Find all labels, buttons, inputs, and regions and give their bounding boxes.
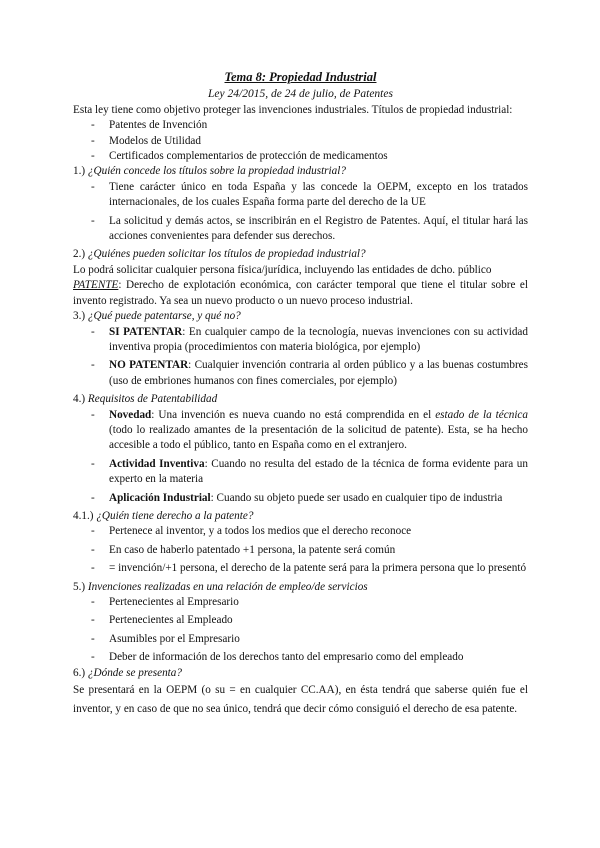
list-item: - Modelos de Utilidad — [109, 134, 528, 149]
list-item: - Patentes de Invención — [109, 118, 528, 133]
section-6-heading: 6.) ¿Dónde se presenta? — [73, 666, 182, 679]
list-item: - SI PATENTAR: En cualquier campo de la tecnología, nuevas invenciones con su actividad inventiva propia (procedimientos con materia biológica, por ejemplo) — [109, 325, 528, 356]
patente-definition: PATENTE: Derecho de explotación económica, con carácter temporal que tiene el titular sobre el invento registrado. Ya sea un nuevo producto o un nuevo proceso industrial. — [73, 279, 528, 307]
list-item: - Pertenecientes al Empleado — [109, 613, 528, 628]
list-item: - Novedad: Una invención es nueva cuando no está comprendida en el estado de la técnica (todo lo realizado amantes de la presentación de la solicitud de patente). Esta, se ha hecho accesible a todo el público, tanto en España como en el extranjero. — [109, 408, 528, 454]
section-3-heading: 3.) ¿Qué puede patentarse, y qué no? — [73, 310, 241, 323]
document-page — [73, 70, 528, 719]
section-4-list — [73, 408, 528, 506]
section-4-heading: 4.) Requisitos de Patentabilidad — [73, 393, 218, 406]
section-6-text: Se presentará en la OEPM (o su = en cualquier CC.AA), en ésta tendrá que saberse quién fue el inventor, y en caso de que no sea único, tendrá que decir cómo consiguió el derecho de esa patente. — [73, 684, 528, 716]
section-2-heading: 2.) ¿Quiénes pueden solicitar los títulos de propiedad industrial? — [73, 248, 366, 261]
list-item: - La solicitud y demás actos, se inscribirán en el Registro de Patentes. Aquí, el titular hará las acciones convenientes para defender sus derechos. — [109, 214, 528, 245]
section-1-heading: 1.) ¿Quién concede los títulos sobre la propiedad industrial? — [73, 165, 346, 178]
list-item: - = invención/+1 persona, el derecho de la patente será para la primera persona que lo presentó — [109, 561, 528, 576]
section-1-list — [73, 180, 528, 245]
intro-paragraph: Esta ley tiene como objetivo proteger las invenciones industriales. Títulos de propiedad industrial: — [73, 103, 513, 116]
list-item: - Tiene carácter único en toda España y las concede la OEPM, excepto en los tratados internacionales, de los cuales España forma parte del derecho de la UE — [109, 180, 528, 211]
section-3-list — [73, 325, 528, 390]
list-item: - NO PATENTAR: Cualquier invención contraria al orden público y a las buenas costumbres (uso de embriones humanos con fines comerciales, por ejemplo) — [109, 358, 528, 389]
section-4-1-heading: 4.1.) ¿Quién tiene derecho a la patente? — [73, 509, 254, 522]
list-item: - Certificados complementarios de protección de medicamentos — [109, 149, 528, 164]
document-subtitle: Ley 24/2015, de 24 de julio, de Patentes — [208, 88, 393, 101]
section-5-heading: 5.) Invenciones realizadas en una relación de empleo/de servicios — [73, 580, 368, 593]
section-5-list — [73, 595, 528, 666]
document-title: Tema 8: Propiedad Industrial — [224, 70, 377, 84]
section-4-1-list — [73, 524, 528, 576]
list-item: - Pertenecientes al Empresario — [109, 595, 528, 610]
list-item: - En caso de haberlo patentado +1 persona, la patente será común — [109, 543, 528, 558]
titles-list — [73, 118, 528, 164]
section-2-text: Lo podrá solicitar cualquier persona física/jurídica, incluyendo las entidades de dcho. público — [73, 263, 492, 276]
list-item: - Aplicación Industrial: Cuando su objeto puede ser usado en cualquier tipo de industria — [109, 491, 528, 506]
list-item: - Asumibles por el Empresario — [109, 632, 528, 647]
list-item: - Pertenece al inventor, y a todos los medios que el derecho reconoce — [109, 524, 528, 539]
list-item: - Deber de información de los derechos tanto del empresario como del empleado — [109, 650, 528, 665]
list-item: - Actividad Inventiva: Cuando no resulta del estado de la técnica de forma evidente para un experto en la materia — [109, 457, 528, 488]
patente-term: PATENTE — [73, 279, 119, 292]
